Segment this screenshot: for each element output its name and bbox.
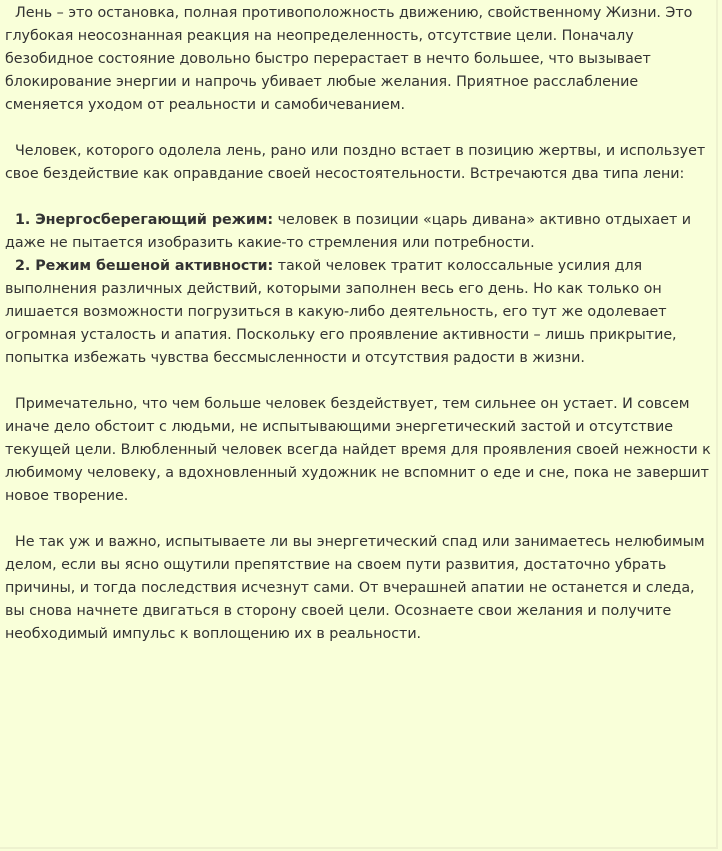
paragraph-conclusion: Не так уж и важно, испытываете ли вы энергетический спад или занимаетесь нелюбимым делом, если вы ясно ощутили препятствие на своем пути развития, достаточно убрать причины, и тогда последствия исчезнут сами. От вчерашней апатии не останется и следа, вы снова начнете двигаться в сторону своей цели. Осознаете свои желания и получите необходимый импульс к воплощению их в реальности.	[5, 534, 705, 642]
paragraph-intro: Лень – это остановка, полная противоположность движению, свойственному Жизни. Это глубокая неосознанная реакция на неопределенность, отсутствие цели. Поначалу безобидное состояние довольно быстро перерастает в нечто большее, что вызывает блокирование энергии и напрочь убивает любые желания. Приятное расслабление сменяется уходом от реальности и самобичеванием.	[5, 5, 693, 113]
paragraph-observation: Примечательно, что чем больше человек бездействует, тем сильнее он устает. И совсем иначе дело обстоит с людьми, не испытывающими энергетический застой и отсутствие текущей цели. Влюбленный человек всегда найдет время для проявления своей нежности к любимому человеку, а вдохновленный художник не вспомнит о еде и сне, пока не завершит новое творение.	[5, 396, 711, 504]
list-item-text: человек в позиции «царь дивана» активно отдыхает и даже не пытается изобразить какие-то стремления или потребности.	[5, 212, 692, 251]
list-item	[5, 209, 712, 255]
list-item	[5, 255, 712, 370]
paragraph-types-intro: Человек, которого одолела лень, рано или поздно встает в позицию жертвы, и использует свое бездействие как оправдание своей несостоятельности. Встречаются два типа лени:	[5, 143, 706, 182]
list-item-term: 2. Режим бешеной активности:	[15, 258, 274, 274]
list-item-term: 1. Энергосберегающий режим:	[15, 212, 274, 228]
list-item-text: такой человек тратит колоссальные усилия для выполнения различных действий, которыми заполнен весь его день. Но как только он лишается возможности погрузиться в какую-либо деятельность, его тут же одолевает огромная усталость и апатия. Поскольку его проявление активности – лишь прикрытие, попытка избежать чувства бессмысленности и отсутствия радости в жизни.	[5, 258, 677, 366]
